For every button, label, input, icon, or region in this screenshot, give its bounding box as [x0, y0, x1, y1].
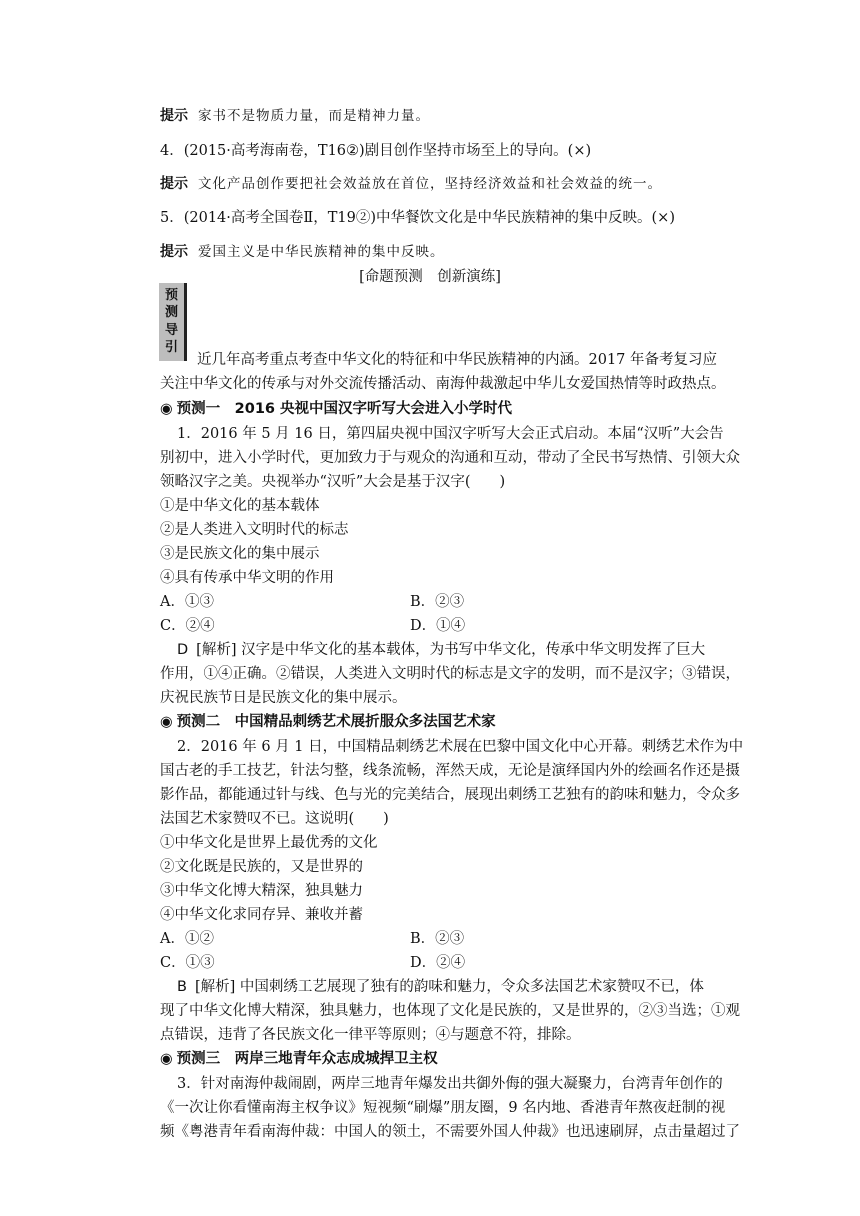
bullet-icon: ◉	[160, 401, 173, 417]
stem-line: 影作品，都能通过针与线、色与光的完美结合，展现出刺绣工艺独有的韵味和魅力，令众多	[160, 787, 740, 803]
statement: ③是民族文化的集中展示	[160, 546, 320, 562]
tip-line	[160, 173, 740, 195]
option: C．①③	[160, 955, 215, 971]
analysis-line: 作用，①④正确。②错误，人类进入文明时代的标志是文字的发明，而不是汉字；③错误，	[160, 666, 740, 682]
statement: ②文化既是民族的，又是世界的	[160, 859, 363, 875]
guide-text-line: 关注中华文化的传承与对外交流传播活动、南海仲裁激起中华儿女爱国热情等时政热点。	[160, 376, 726, 392]
analysis-label: [解析]	[194, 979, 236, 995]
option-row	[160, 928, 740, 950]
prediction-head-text: 预测二 中国精品刺绣艺术展折服众多法国艺术家	[176, 714, 496, 730]
prediction-head-text: 预测三 两岸三地青年众志成城捍卫主权	[176, 1051, 438, 1067]
guide-char: 导	[164, 322, 178, 338]
stem-line: 3．针对南海仲裁闹剧，两岸三地青年爆发出共御外侮的强大凝聚力，台湾青年创作的	[177, 1076, 723, 1092]
statement: ④中华文化求同存异、兼收并蓄	[160, 907, 363, 923]
tip-label: 提示	[160, 108, 188, 124]
prediction-3-head	[160, 1048, 740, 1070]
statement: ①是中华文化的基本载体	[160, 498, 320, 514]
option-row	[160, 591, 740, 613]
option: B．②③	[410, 594, 465, 610]
section-title: [命题预测 创新演练]	[359, 269, 501, 285]
guide-char: 预	[164, 287, 178, 303]
guide-text-line: 近几年高考重点考查中华文化的特征和中华民族精神的内涵。2017 年备考复习应	[197, 352, 718, 368]
analysis-text: 中国刺绣工艺展现了独有的韵味和魅力，令众多法国艺术家赞叹不已，体	[239, 979, 704, 995]
stem-line: 国古老的手工技艺，针法匀整，线条流畅，浑然天成，无论是演绎国内外的绘画名作还是摄	[160, 763, 740, 779]
stem-line: 1．2016 年 5 月 16 日，第四届央视中国汉字听写大会正式启动。本届“汉听”大会告	[177, 426, 724, 442]
tip-text: 家书不是物质力量，而是精神力量。	[198, 108, 430, 124]
answer-letter: D	[177, 642, 189, 658]
option: D．①④	[410, 618, 466, 634]
statement: ①中华文化是世界上最优秀的文化	[160, 835, 378, 851]
analysis-line: 现了中华文化博大精深，独具魅力，也体现了文化是民族的，又是世界的，②③当选；①观	[160, 1003, 740, 1019]
question-5: 5．(2014·高考全国卷Ⅱ，T19②)中华餐饮文化是中华民族精神的集中反映。(×)	[160, 210, 675, 226]
prediction-guide-badge	[159, 283, 187, 361]
analysis-text: 汉字是中华文化的基本载体，为书写中华文化，传承中华文明发挥了巨大	[241, 642, 706, 658]
analysis-line: 点错误，违背了各民族文化一律平等原则；④与题意不符，排除。	[160, 1027, 581, 1043]
guide-char: 引	[164, 340, 178, 356]
stem-line: 法国艺术家赞叹不已。这说明( )	[160, 811, 389, 827]
statement: ④具有传承中华文明的作用	[160, 570, 334, 586]
option: D．②④	[410, 955, 466, 971]
stem-line: 《一次让你看懂南海主权争议》短视频“刷爆”朋友圈，9 名内地、香港青年熬夜赶制的视	[160, 1100, 726, 1116]
tip-text: 文化产品创作要把社会效益放在首位，坚持经济效益和社会效益的统一。	[198, 176, 662, 192]
tip-line	[160, 105, 740, 127]
guide-char: 测	[164, 305, 178, 321]
tip-line	[160, 241, 740, 263]
option: B．②③	[410, 931, 465, 947]
stem-line: 2．2016 年 6 月 1 日，中国精品刺绣艺术展在巴黎中国文化中心开幕。刺绣艺术作为中	[177, 739, 744, 755]
question-4: 4．(2015·高考海南卷，T16②)剧目创作坚持市场至上的导向。(×)	[160, 143, 592, 159]
stem-line: 领略汉字之美。央视举办“汉听”大会是基于汉字( )	[160, 474, 506, 490]
option: A．①③	[160, 594, 214, 610]
stem-line: 频《粤港青年看南海仲裁：中国人的领土，不需要外国人仲裁》也迅速刷屏，点击量超过了	[160, 1124, 740, 1140]
analysis-line: 庆祝民族节日是民族文化的集中展示。	[160, 690, 407, 706]
option-row	[160, 952, 740, 974]
prediction-2-head	[160, 711, 740, 733]
analysis-label: [解析]	[196, 642, 237, 658]
tip-text: 爱国主义是中华民族精神的集中反映。	[198, 244, 445, 260]
prediction-head-text: 预测一 2016 央视中国汉字听写大会进入小学时代	[176, 401, 513, 417]
option-row	[160, 615, 740, 637]
tip-label: 提示	[160, 176, 188, 192]
statement: ②是人类进入文明时代的标志	[160, 522, 349, 538]
analysis-line	[177, 976, 740, 998]
stem-line: 别初中，进入小学时代，更加致力于与观众的沟通和互动，带动了全民书写热情、引领大众	[160, 450, 740, 466]
statement: ③中华文化博大精深，独具魅力	[160, 883, 363, 899]
prediction-1-head	[160, 398, 740, 420]
option: C．②④	[160, 618, 215, 634]
bullet-icon: ◉	[160, 1051, 173, 1067]
option: A．①②	[160, 931, 214, 947]
tip-label: 提示	[160, 244, 188, 260]
analysis-line	[177, 639, 740, 661]
bullet-icon: ◉	[160, 714, 173, 730]
answer-letter: B	[177, 979, 187, 995]
